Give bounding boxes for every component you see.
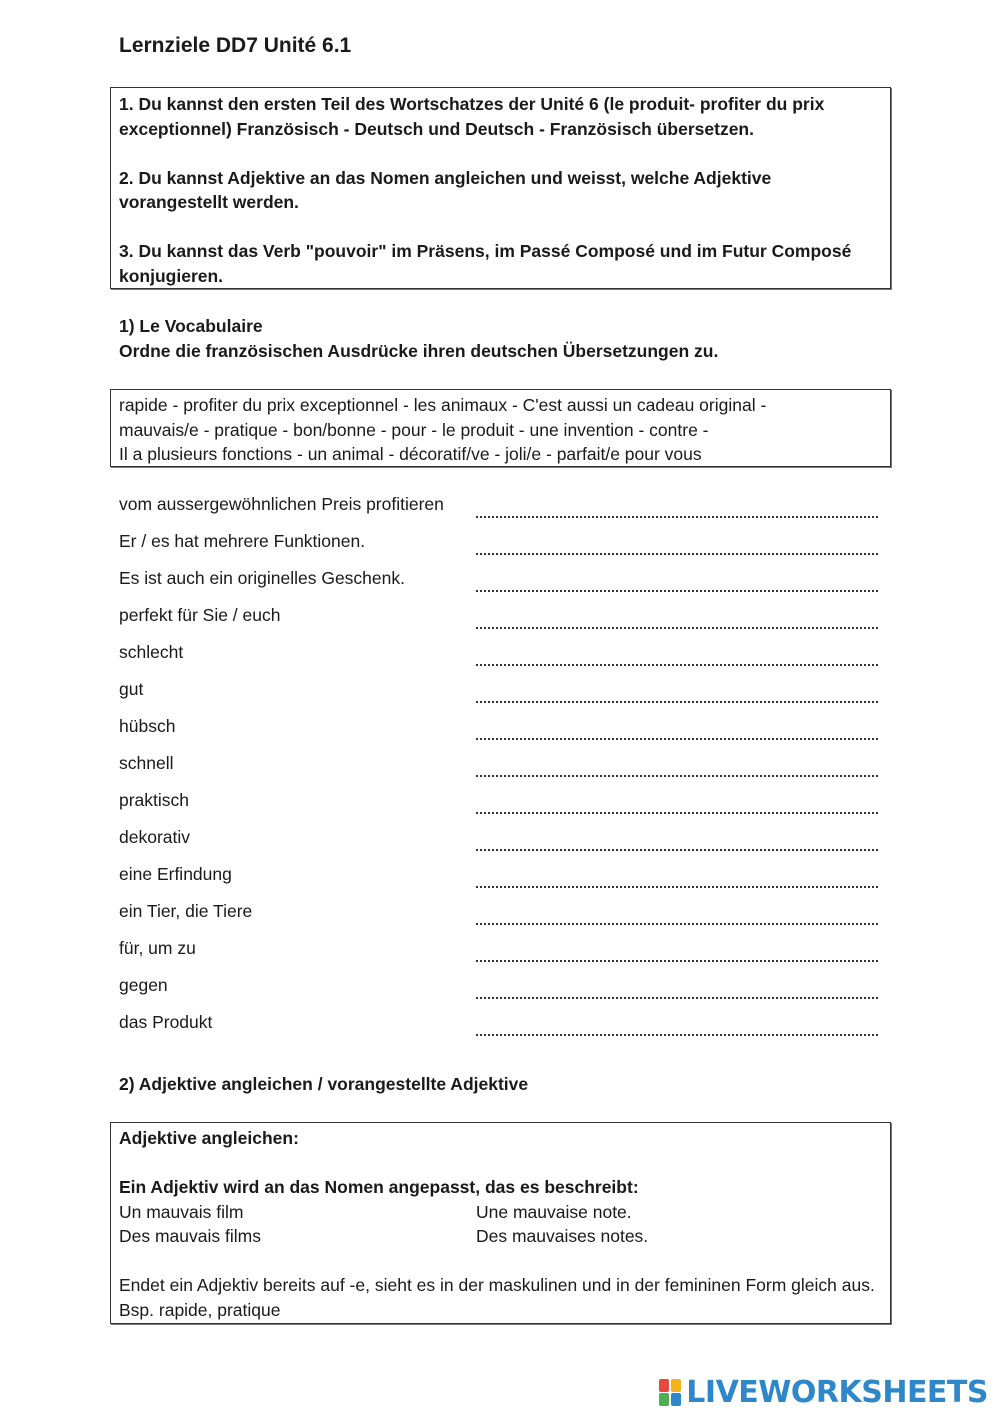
german-term: ein Tier, die Tiere <box>119 901 253 921</box>
vocab-row <box>119 494 879 524</box>
german-term: hübsch <box>119 716 176 736</box>
answer-field[interactable] <box>476 642 878 666</box>
example-masculine: Un mauvais film <box>119 1201 244 1222</box>
vocab-row <box>119 568 879 598</box>
goal-1: 1. Du kannst den ersten Teil des Wortschatzes der Unité 6 (le produit- profiter du prix exceptionnel) Französisch - Deutsch und Deutsch - Französisch übersetzen. <box>119 94 825 139</box>
liveworksheets-logo <box>659 1374 988 1410</box>
german-term: praktisch <box>119 790 190 810</box>
german-term: schlecht <box>119 642 184 662</box>
answer-field[interactable] <box>476 753 878 777</box>
word-bank-line: rapide - profiter du prix exceptionnel - les animaux - C'est aussi un cadeau original - <box>119 395 767 415</box>
vocab-row <box>119 679 879 709</box>
answer-field[interactable] <box>476 975 878 999</box>
vocab-row <box>119 531 879 561</box>
answer-field[interactable] <box>476 790 878 814</box>
answer-field[interactable] <box>476 679 878 703</box>
example-feminine: Des mauvaises notes. <box>476 1226 649 1246</box>
example-row <box>119 1224 882 1249</box>
page-title: Lernziele DD7 Unité 6.1 <box>119 34 352 57</box>
grammar-title: Adjektive angleichen: <box>119 1128 299 1148</box>
grammar-note: Endet ein Adjektiv bereits auf -e, sieht es in der maskulinen und in der femininen Form gleich aus. Bsp. rapide, pratique <box>119 1275 875 1320</box>
word-bank-line: mauvais/e - pratique - bon/bonne - pour - le produit - une invention - contre - <box>119 419 709 440</box>
german-term: das Produkt <box>119 1012 213 1032</box>
answer-field[interactable] <box>476 938 878 962</box>
vocab-row <box>119 1012 879 1042</box>
logo-text: LIVEWORKSHEETS <box>686 1374 988 1410</box>
vocab-row <box>119 716 879 746</box>
vocab-row <box>119 790 879 820</box>
vocab-row <box>119 864 879 894</box>
example-feminine: Une mauvaise note. <box>476 1201 632 1222</box>
answer-field[interactable] <box>476 605 878 629</box>
word-bank-box <box>110 389 891 467</box>
learning-goals-box <box>110 87 891 289</box>
german-term: gegen <box>119 975 168 995</box>
section-1-instruction: Ordne die französischen Ausdrücke ihren deutschen Übersetzungen zu. <box>119 340 719 361</box>
answer-field[interactable] <box>476 901 878 925</box>
vocab-row <box>119 605 879 635</box>
german-term: schnell <box>119 753 174 773</box>
goal-2: 2. Du kannst Adjektive an das Nomen angleichen und weisst, welche Adjektive vorangestellt werden. <box>119 167 772 212</box>
vocab-row <box>119 901 879 931</box>
section-2-heading: 2) Adjektive angleichen / vorangestellte Adjektive <box>119 1074 529 1094</box>
vocab-row <box>119 975 879 1005</box>
goal-3: 3. Du kannst das Verb "pouvoir" im Präsens, im Passé Composé und im Futur Composé konjugieren. <box>119 241 852 286</box>
german-term: dekorativ <box>119 827 191 847</box>
answer-field[interactable] <box>476 531 878 555</box>
answer-field[interactable] <box>476 1012 878 1036</box>
example-masculine: Des mauvais films <box>119 1226 261 1246</box>
vocab-row <box>119 827 879 857</box>
grammar-box <box>110 1122 891 1324</box>
answer-field[interactable] <box>476 864 878 888</box>
german-term: gut <box>119 679 144 699</box>
german-term: vom aussergewöhnlichen Preis profitieren <box>119 494 444 514</box>
section-1-heading <box>119 314 718 363</box>
german-term: perfekt für Sie / euch <box>119 605 281 625</box>
german-term: eine Erfindung <box>119 864 232 884</box>
answer-field[interactable] <box>476 568 878 592</box>
word-bank-line: Il a plusieurs fonctions - un animal - décoratif/ve - joli/e - parfait/e pour vous <box>119 444 702 464</box>
german-term: für, um zu <box>119 938 196 958</box>
vocab-row <box>119 938 879 968</box>
answer-field[interactable] <box>476 827 878 851</box>
vocab-row <box>119 642 879 672</box>
answer-field[interactable] <box>476 716 878 740</box>
german-term: Er / es hat mehrere Funktionen. <box>119 531 366 551</box>
example-row <box>119 1200 882 1225</box>
section-1-title: 1) Le Vocabulaire <box>119 316 263 336</box>
answer-field[interactable] <box>476 494 878 518</box>
liveworksheets-logo-icon <box>659 1377 683 1407</box>
german-term: Es ist auch ein originelles Geschenk. <box>119 568 405 588</box>
vocab-row <box>119 753 879 783</box>
grammar-rule: Ein Adjektiv wird an das Nomen angepasst, das es beschreibt: <box>119 1177 639 1197</box>
